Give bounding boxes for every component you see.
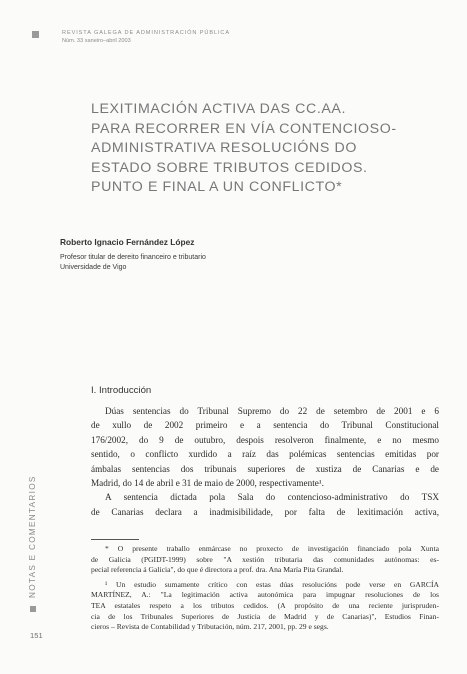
footnote-line: * O presente traballo enmárcase no proxecto de investigación financiado pola Xunta xyxy=(105,544,439,553)
footnote-line: TEA estatales respeto a los tributos cedidos. (A propósito de una reciente jurispruden- xyxy=(91,600,439,610)
section-side-label xyxy=(28,475,37,612)
footnote-line: ¹ Un estudio sumamente crítico con estas dúas resolucións pode verse en GARCÍA xyxy=(105,579,439,589)
footnote-line: cia de los Tribunales Superiores de Justicia de Madrid y de Canarias)", Estudios Finan- xyxy=(91,611,439,621)
footnote-line: MARTÍNEZ, A.: "La legitimación activa autonómica para impugnar resoluciones de los xyxy=(91,590,439,600)
footnote-line: cieros – Revista de Contabilidad y Tributación, núm. 217, 2001, pp. 29 e segs. xyxy=(91,622,329,632)
article-title xyxy=(91,100,451,198)
title-line: ESTADO SOBRE TRIBUTOS CEDIDOS. xyxy=(91,159,368,176)
journal-name: REVISTA GALEGA DE ADMINISTRACIÓN PÚBLICA xyxy=(62,30,231,36)
footnote-line: de Galicia (PGIDT-1999) sobre "A xestión tributaria das comunidades autónomas: es- xyxy=(91,554,439,564)
footnotes xyxy=(91,544,439,633)
title-line: LEXITIMACIÓN ACTIVA DAS CC.AA. xyxy=(91,101,347,117)
title-line: ADMINISTRATIVA RESOLUCIÓNS DO xyxy=(91,140,357,157)
body-line: A sentencia dictada pola Sala do contencioso-administrativo do TSX xyxy=(105,492,439,503)
body-line: 176/2002, do 9 de outubro, despois resolveron finalmente, e no mesmo xyxy=(91,434,439,445)
page-number: 151 xyxy=(30,631,43,640)
side-label-text: NOTAS E COMENTARIOS xyxy=(28,475,37,598)
body-text xyxy=(91,404,439,519)
header-square-icon xyxy=(32,31,39,38)
body-line: Dúas sentencias do Tribunal Supremo do 22 de setembro de 2001 e 6 xyxy=(105,406,439,416)
title-line: PARA RECORRER EN VÍA CONTENCIOSO- xyxy=(91,120,397,137)
title-line: PUNTO E FINAL A UN CONFLICTO* xyxy=(91,179,343,196)
body-line: sentido, o conflicto xurdido a raíz das polémicas sentencias emitidas por xyxy=(91,449,439,460)
issue-info: Núm. 33 xaneiro–abril 2003 xyxy=(62,38,131,44)
side-square-icon xyxy=(30,606,36,612)
affiliation-line: Profesor titular de dereito financeiro e tributario xyxy=(60,254,206,261)
body-line: Madrid, do 14 de abril e 31 de maio de 2000, respectivamente¹. xyxy=(91,478,324,489)
author-affiliation xyxy=(60,253,206,272)
body-line: de Canarias declara a inadmisibilidade, por falta de lexitimación activa, xyxy=(91,506,439,517)
footnote-line: pecial referencia á Galicia", do que é directora a prof. dra. Ana María Pita Grandal. xyxy=(91,565,344,575)
affiliation-line: Universidade de Vigo xyxy=(60,263,127,271)
body-line: de xullo de 2002 primeiro e a sentencia do Tribunal Constitucional xyxy=(91,420,439,431)
section-heading: I. Introducción xyxy=(91,385,152,396)
body-line: ámbalas sentencias dos tribunais superiores de xustiza de Canarias e de xyxy=(91,463,439,474)
footnote-divider xyxy=(91,539,139,540)
author-name: Roberto Ignacio Fernández López xyxy=(60,237,195,247)
